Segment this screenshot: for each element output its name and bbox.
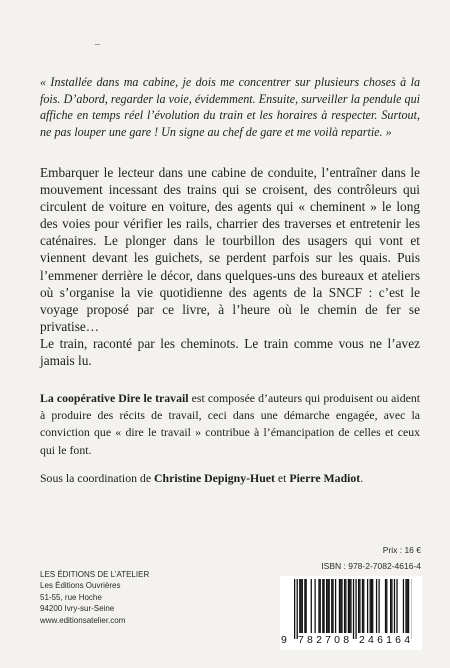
barcode-right-group: 246164 bbox=[359, 634, 414, 646]
barcode-bar bbox=[403, 579, 404, 633]
barcode-bar bbox=[353, 579, 354, 639]
barcode-bar bbox=[355, 579, 356, 639]
barcode-bar bbox=[335, 579, 336, 633]
barcode-bar bbox=[345, 579, 346, 633]
back-cover-quote: « Installée dans ma cabine, je dois me concentrer sur plusieurs choses à la fois. D’abord, regarder la voie, évidemment. Ensuite, surveiller la pendule qui affiche en temps réel l’évolution du train et les horaires à respecter. Surtout, ne pas louper une gare ! Un signe au chef de gare et me voilà repartie. » bbox=[40, 75, 420, 139]
barcode-bar bbox=[341, 579, 342, 633]
barcode-digits bbox=[280, 634, 422, 648]
barcode-bar bbox=[371, 579, 372, 633]
barcode-bar bbox=[349, 579, 350, 633]
coordination-suffix: . bbox=[360, 471, 364, 485]
barcode-bar bbox=[306, 579, 307, 633]
isbn-barcode bbox=[280, 576, 422, 650]
cooperative-description bbox=[40, 390, 420, 459]
barcode-bar bbox=[391, 579, 392, 633]
isbn-label: ISBN : 978-2-7082-4616-4 bbox=[321, 561, 421, 571]
book-description bbox=[40, 164, 420, 369]
barcode-bar bbox=[331, 579, 332, 633]
barcode-bar bbox=[376, 579, 377, 633]
publisher-city: 94200 Ivry-sur-Seine bbox=[40, 604, 115, 614]
barcode-bar bbox=[378, 579, 379, 633]
top-mark bbox=[95, 44, 100, 45]
barcode-lead-digit: 9 bbox=[281, 634, 287, 646]
barcode-bar bbox=[320, 579, 321, 633]
barcode-bars bbox=[290, 579, 412, 639]
description-tagline: Le train, raconté par les cheminots. Le train comme vous ne l’avez jamais lu. bbox=[40, 335, 420, 369]
barcode-bar bbox=[359, 579, 360, 633]
barcode-bar bbox=[329, 579, 330, 633]
barcode-bar bbox=[304, 579, 305, 633]
barcode-bar bbox=[362, 579, 363, 633]
barcode-bar bbox=[385, 579, 386, 633]
price-label: Prix : 16 € bbox=[382, 545, 421, 555]
barcode-bar bbox=[299, 579, 300, 633]
publisher-name: LES ÉDITIONS DE L’ATELIER bbox=[40, 570, 150, 579]
publisher-street: 51-55, rue Hoche bbox=[40, 592, 102, 602]
coordination-credit bbox=[40, 470, 420, 486]
description-paragraph: Embarquer le lecteur dans une cabine de conduite, l’entraîner dans le mouvement incessant des trains qui se croisent, des contrôleurs qui circulent de voiture en voiture, des agents qui « cheminent » le long des voies pour vérifier les rails, charrier des traverses et entretenir les caténaires. Le plonger dans le tourbillon des usagers qui vont et viennent devant les guichets, se perdent parfois sur les quais. Puis l’emmener derrière le décor, dans quelques-uns des bureaux et ateliers où s’organise la vie quotidienne des agents de la SNCF : c’est le voyage proposé par ce livre, à l’heure où le chemin de fer se privatise… bbox=[40, 165, 420, 334]
barcode-bar bbox=[323, 579, 324, 633]
barcode-bar bbox=[302, 579, 303, 633]
publisher-website: www.editionsatelier.com bbox=[40, 615, 126, 625]
barcode-bar bbox=[300, 579, 301, 633]
barcode-bar bbox=[340, 579, 341, 633]
barcode-bar bbox=[396, 579, 397, 633]
barcode-bar bbox=[350, 579, 351, 633]
coordinator-1: Christine Depigny-Huet bbox=[154, 471, 275, 485]
coordinator-2: Pierre Madiot bbox=[289, 471, 361, 485]
barcode-bar bbox=[394, 579, 395, 633]
coordination-joiner: et bbox=[274, 471, 290, 485]
barcode-bar bbox=[408, 579, 409, 633]
barcode-bar bbox=[339, 579, 340, 633]
publisher-imprint: Les Éditions Ouvrières bbox=[40, 581, 121, 591]
barcode-bar bbox=[332, 579, 333, 633]
coordination-prefix: Sous la coordination de bbox=[40, 471, 155, 485]
barcode-bar bbox=[407, 579, 408, 633]
cooperative-text: est composée d’auteurs qui produisent ou aident à produire des récits de travail, ceci dans une démarche engagée, avec la conviction que « dire le travail » contribue à l’émancipation de celles et ceux qui le font. bbox=[40, 391, 421, 457]
barcode-bar bbox=[294, 579, 295, 639]
barcode-bar bbox=[363, 579, 364, 633]
barcode-bar bbox=[390, 579, 391, 633]
barcode-bar bbox=[348, 579, 349, 633]
barcode-bar bbox=[358, 579, 359, 633]
barcode-bar bbox=[367, 579, 368, 633]
barcode-bar bbox=[322, 579, 323, 633]
barcode-bar bbox=[370, 579, 371, 633]
cooperative-name: La coopérative Dire le travail bbox=[40, 391, 189, 405]
barcode-bar bbox=[297, 579, 298, 639]
barcode-bar bbox=[386, 579, 387, 633]
barcode-bar bbox=[405, 579, 406, 633]
barcode-bar bbox=[372, 579, 373, 633]
barcode-bar bbox=[326, 579, 327, 633]
publisher-block bbox=[40, 569, 200, 626]
barcode-bar bbox=[344, 579, 345, 633]
barcode-bar bbox=[327, 579, 328, 633]
barcode-bar bbox=[318, 579, 319, 633]
barcode-bar bbox=[314, 579, 315, 633]
barcode-bar bbox=[311, 579, 312, 633]
barcode-left-group: 782708 bbox=[298, 634, 353, 646]
